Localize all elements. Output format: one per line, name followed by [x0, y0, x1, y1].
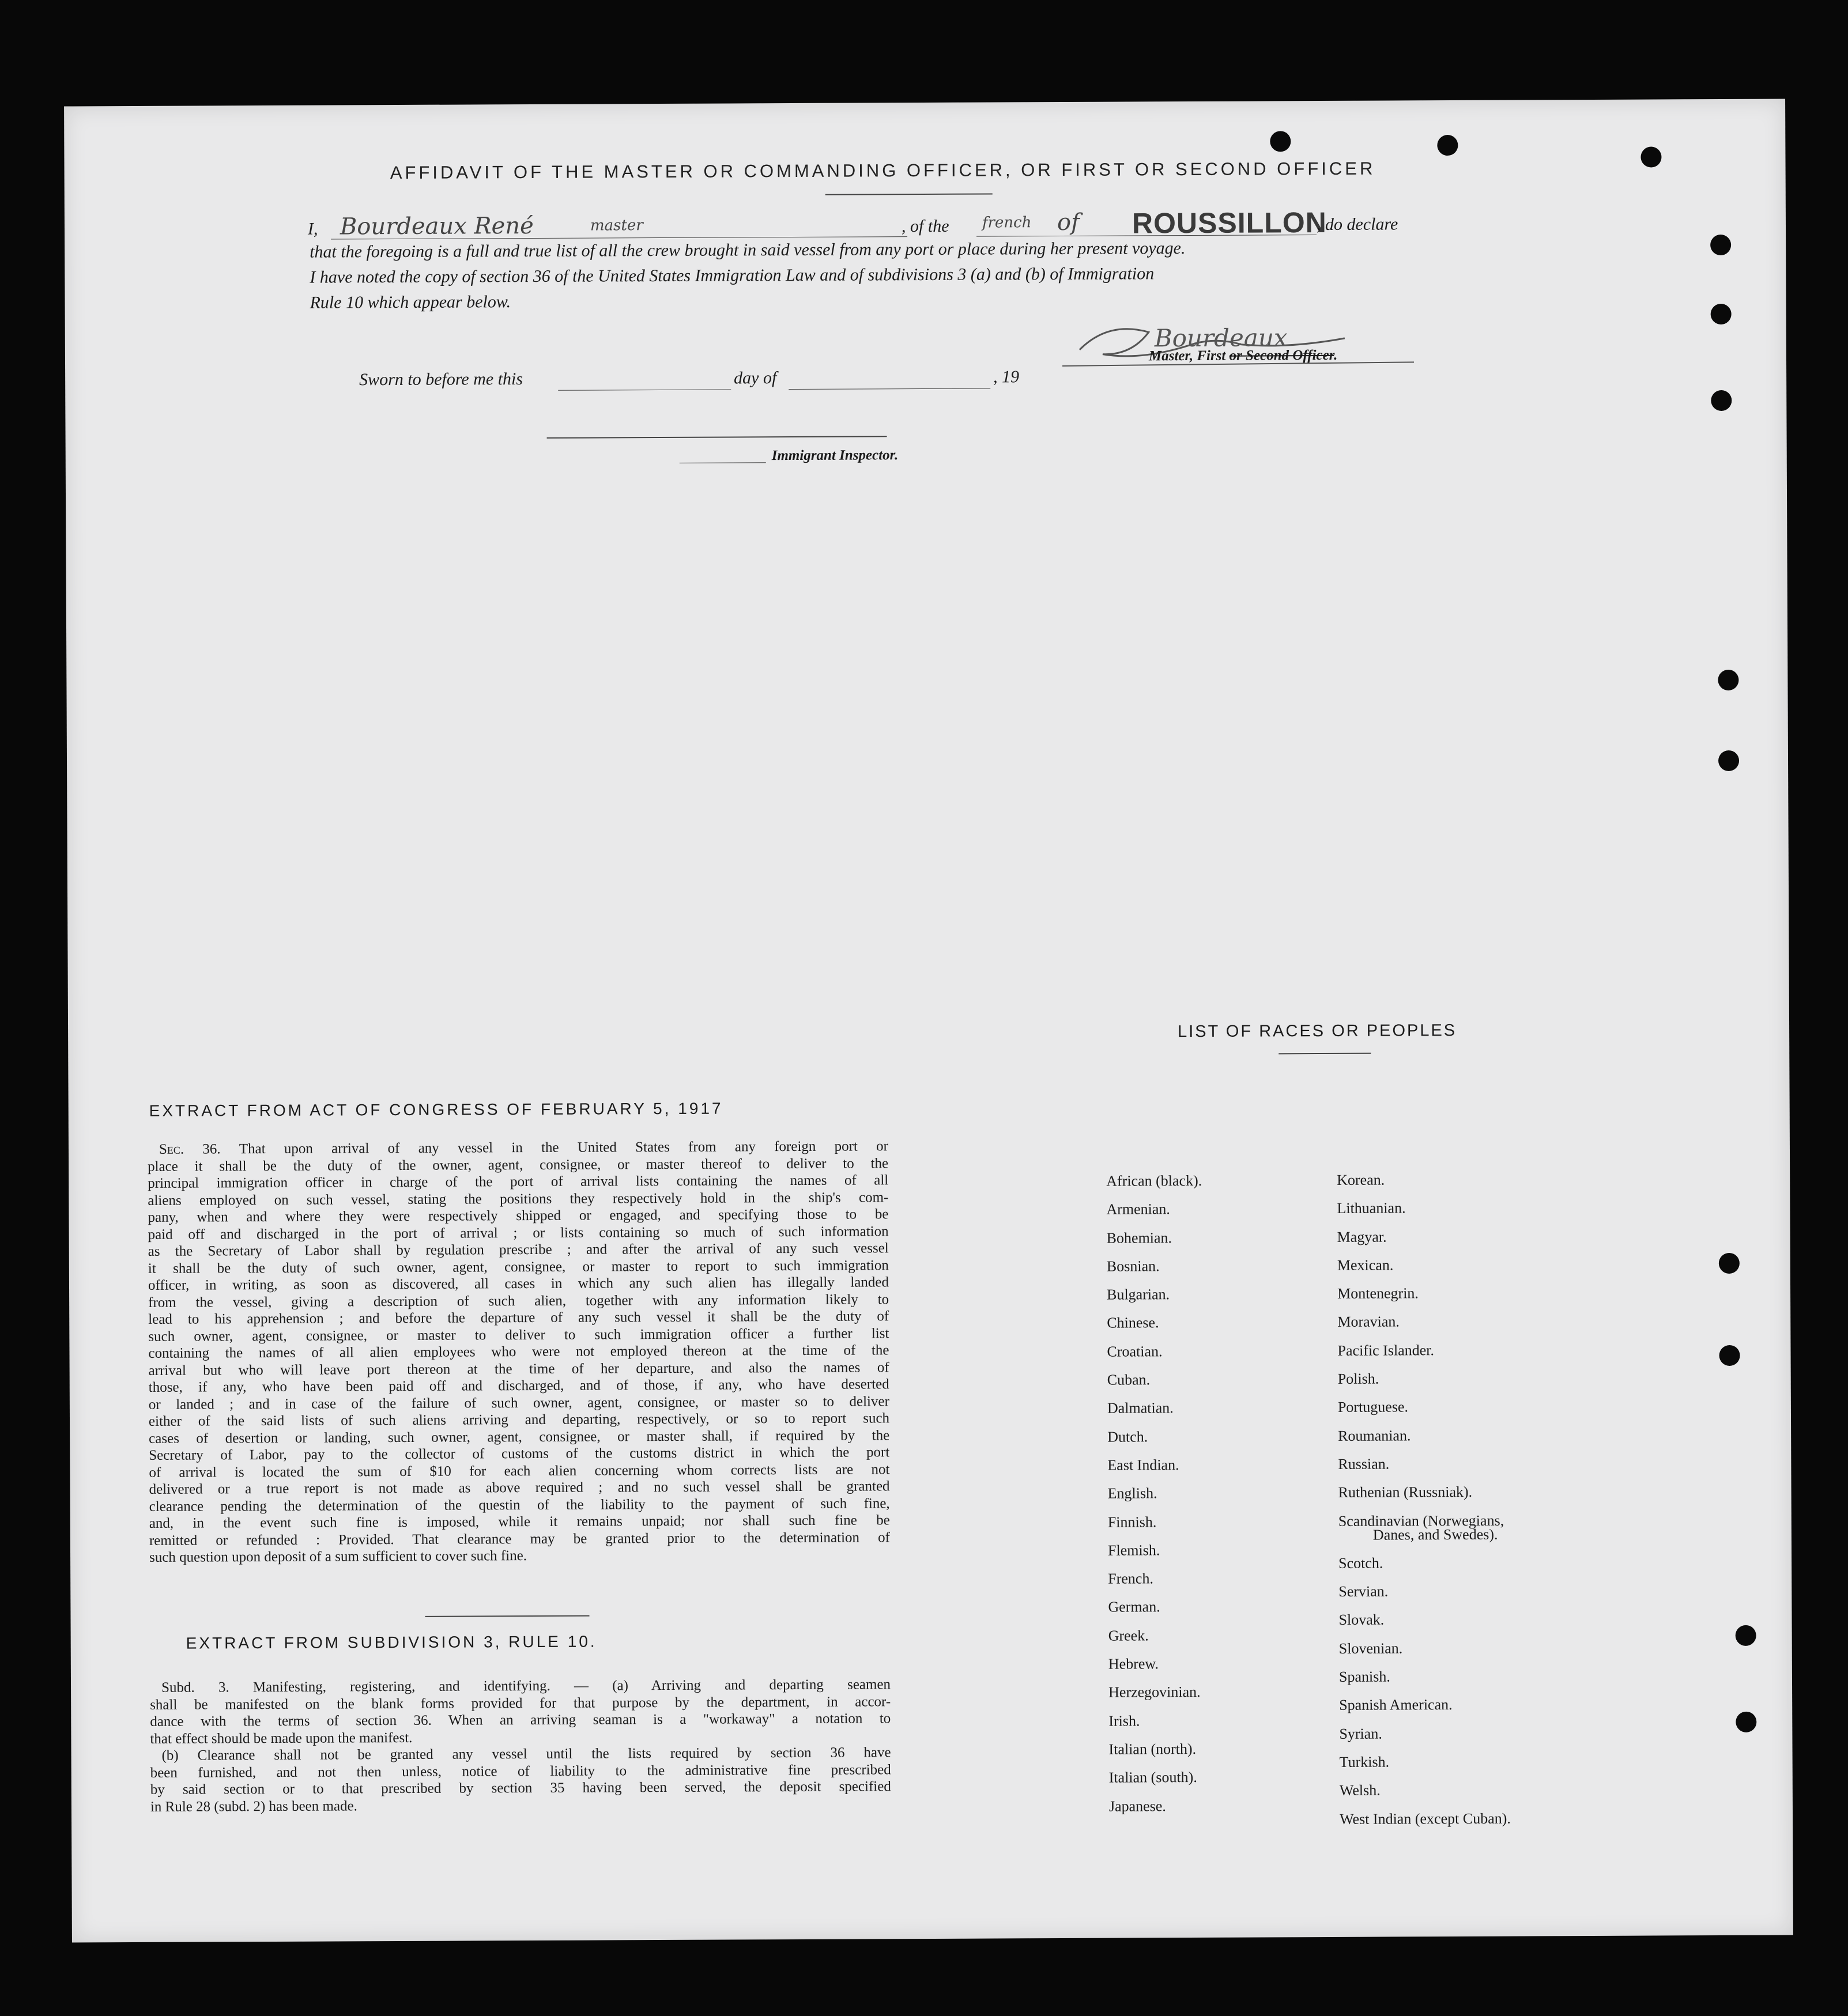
act-text-line: and, in the event such fine is imposed, while it remains unpaid; nor shall such fine be — [149, 1512, 890, 1531]
act-text-line: those, if any, who have been paid off and discharged, and of those, if any, who have deserted — [148, 1376, 889, 1395]
ship-name-stamp: ROUSSILLON — [1132, 206, 1327, 240]
act-text-line: it shall be the duty of such owner, agent, consignee, or master to report to such immigration — [148, 1257, 889, 1277]
sworn-line — [359, 367, 1108, 399]
race-item: Pacific Islander. — [1337, 1341, 1435, 1359]
affidavit-line-3: I have noted the copy of section 36 of the United States Immigration Law and of subdivisions 3 (a) and (b) of Immigration — [310, 264, 1155, 287]
act-heading: EXTRACT FROM ACT OF CONGRESS OF FEBRUARY 5, 1917 — [149, 1099, 723, 1120]
race-item: Dalmatian. — [1107, 1399, 1174, 1417]
act-text-line: place it shall be the duty of the owner, agent, consignee, or master thereof to deliver to the — [148, 1155, 889, 1175]
act-end-rule — [425, 1615, 589, 1617]
race-item: Danes, and Swedes). — [1372, 1526, 1498, 1543]
race-item: Slovak. — [1338, 1611, 1385, 1629]
act-text-line: Secretary of Labor, pay to the collector of customs of the customs district in which the port — [149, 1444, 890, 1463]
race-item: Bohemian. — [1106, 1229, 1172, 1247]
document-page — [64, 99, 1793, 1943]
race-item: Irish. — [1108, 1712, 1140, 1730]
act-text-line: principal immigration officer in charge of the port of arrival lists containing the names of all — [148, 1172, 889, 1191]
race-item: Mexican. — [1337, 1256, 1394, 1274]
race-item: Servian. — [1338, 1583, 1389, 1600]
punch-hole — [1719, 1253, 1740, 1274]
act-text-line: either of the said lists of such aliens arriving and departing, respectively, or so to report such — [148, 1410, 890, 1429]
act-text-line: such owner, agent, consignee, or master to deliver to such immigration officer a further list — [148, 1325, 889, 1345]
race-item: Spanish. — [1338, 1668, 1390, 1685]
race-item: East Indian. — [1107, 1456, 1179, 1474]
race-item: Herzegovinian. — [1108, 1683, 1201, 1701]
act-text-line: officer, in writing, as soon as discovered, all cases in which any such alien has illegally landed — [148, 1274, 889, 1293]
affidavit-heading: AFFIDAVIT OF THE MASTER OR COMMANDING OFFICER, OR FIRST OR SECOND OFFICER — [390, 158, 1376, 183]
race-item: Roumanian. — [1338, 1427, 1411, 1444]
race-item: Welsh. — [1339, 1781, 1381, 1799]
rule-text-line: been furnished, and not then unless, notice of liability to the administrative fine prescribed — [150, 1761, 891, 1781]
rule-text-line: Subd. 3. Manifesting, registering, and identifying. — (a) Arriving and departing seamen — [161, 1677, 891, 1696]
race-item: Moravian. — [1337, 1313, 1400, 1331]
act-text-line: such question upon deposit of a sum sufficient to cover such fine. — [149, 1548, 527, 1565]
race-item: Greek. — [1108, 1627, 1149, 1644]
punch-hole — [1718, 750, 1739, 771]
race-item: Chinese. — [1107, 1314, 1159, 1332]
act-text-line: pany, when and where they were respectively shipped or engaged, and specifying those to be — [148, 1206, 889, 1225]
race-item: German. — [1108, 1598, 1160, 1616]
race-item: French. — [1108, 1570, 1153, 1587]
act-text-line: containing the names of all alien employees who were not employed thereon at the time of the — [148, 1342, 889, 1361]
heading-rule — [825, 194, 993, 195]
punch-hole — [1719, 1345, 1740, 1366]
race-item: Finnish. — [1107, 1513, 1157, 1531]
year-label: , 19 — [993, 367, 1020, 387]
punch-hole — [1270, 131, 1291, 152]
act-section-36 — [148, 1138, 890, 1566]
act-text-line: of arrival is located the sum of $10 for each alien concerning whom corrects lists are not — [149, 1461, 890, 1481]
race-item: Turkish. — [1339, 1753, 1390, 1770]
handwritten-of: of — [1057, 209, 1080, 236]
race-item: Polish. — [1337, 1370, 1379, 1387]
race-item: Dutch. — [1107, 1428, 1148, 1445]
act-text-line: paid off and discharged in the port of arrival ; or lists containing so much of such information — [148, 1223, 889, 1243]
rule-text-line: by said section or to that prescribed by section 35 having been served, the deposit specified — [150, 1779, 891, 1798]
race-item: English. — [1107, 1485, 1157, 1502]
act-text-line: clearance pending the determination of the questin of the liability to the payment of such fine, — [149, 1495, 890, 1515]
race-item: Spanish American. — [1339, 1696, 1453, 1714]
act-text-line: delivered or a true report is not made as above required ; and no such vessel shall be granted — [149, 1478, 890, 1497]
handwritten-rank: master — [590, 217, 643, 235]
punch-hole — [1640, 146, 1661, 167]
rule-heading: EXTRACT FROM SUBDIVISION 3, RULE 10. — [186, 1632, 597, 1652]
race-item: Flemish. — [1107, 1542, 1160, 1559]
handwritten-name: Bourdeaux René — [340, 212, 534, 240]
act-text-line: lead to his apprehension ; and before the departure of any such vessel it shall be the duty of — [148, 1308, 889, 1327]
inspector-label: Immigrant Inspector. — [771, 447, 899, 464]
race-item: Bosnian. — [1106, 1258, 1160, 1275]
section-label: Sec. 36. — [159, 1141, 239, 1157]
race-item: Cuban. — [1107, 1371, 1151, 1388]
race-item: Armenian. — [1106, 1200, 1170, 1218]
race-item: Hebrew. — [1108, 1655, 1159, 1673]
race-item: Portuguese. — [1337, 1398, 1409, 1416]
act-text-line: remitted or refunded : Provided. That clearance may be granted prior to the determination of — [149, 1529, 890, 1549]
inspector-rule — [547, 436, 887, 439]
affidavit-line-2: that the foregoing is a full and true list of all the crew brought in said vessel from any port or place during her present voyage. — [310, 239, 1186, 262]
rule-text-line: dance with the terms of section 36. When an arriving seaman is a "workaway" a notation to — [150, 1711, 891, 1730]
affidavit-line-1: I, Bourdeaux René master , of the french of ROUSSILLON , do declare — [307, 206, 1398, 240]
punch-hole — [1718, 670, 1738, 690]
race-item: Italian (north). — [1108, 1740, 1197, 1758]
races-left-column — [1106, 1173, 1205, 1828]
race-item: Lithuanian. — [1337, 1199, 1406, 1217]
punch-hole — [1711, 390, 1732, 411]
race-item: Slovenian. — [1338, 1640, 1403, 1657]
races-right-column — [1337, 1172, 1511, 1840]
act-text-line: aliens employed on such vessel, stating the positions they respectively hold in the ship's com- — [148, 1189, 889, 1209]
act-text-line: arrival but who will leave port thereon at the time of her departure, and also the names of — [148, 1359, 889, 1379]
race-item: Italian (south). — [1108, 1769, 1197, 1786]
act-text-line: as the Secretary of Labor shall by regulation prescribe ; and after the arrival of any such vessel — [148, 1240, 889, 1259]
handwritten-nationality: french — [982, 214, 1032, 232]
day-of-label: day of — [734, 368, 777, 388]
act-text-line: Sec. 36. That upon arrival of any vessel in the United States from any foreign port or — [148, 1138, 888, 1158]
of-the-label: , of the — [901, 216, 949, 236]
act-text-line: from the vessel, giving a description of such alien, together with any information likely to — [148, 1291, 889, 1311]
race-item: Scotch. — [1338, 1554, 1383, 1572]
rule-subdivision-3 — [150, 1676, 891, 1815]
sworn-label: Sworn to before me this — [359, 369, 523, 390]
act-text-line: or landed ; and in case of the failure of such owner, agent, consignee, or master so to deliver — [148, 1393, 889, 1413]
race-item: West Indian (except Cuban). — [1339, 1810, 1511, 1828]
race-item: Montenegrin. — [1337, 1285, 1419, 1303]
rule-text-line: in Rule 28 (subd. 2) has been made. — [150, 1798, 357, 1815]
punch-hole — [1711, 304, 1732, 324]
punch-hole — [1710, 235, 1731, 255]
race-item: Croatian. — [1107, 1343, 1163, 1360]
race-item: Korean. — [1337, 1171, 1385, 1188]
race-item: Ruthenian (Russniak). — [1338, 1483, 1473, 1501]
race-item: African (black). — [1106, 1172, 1202, 1190]
races-heading: LIST OF RACES OR PEOPLES — [1178, 1021, 1457, 1041]
rule-text-line: that effect should be made upon the manifest. — [150, 1730, 413, 1747]
punch-hole — [1736, 1712, 1756, 1732]
signature-caption: Master, First or Second Officer. — [1148, 347, 1338, 364]
races-heading-rule — [1278, 1053, 1371, 1055]
race-item: Japanese. — [1108, 1797, 1166, 1815]
rule-text-line: shall be manifested on the blank forms provided for that purpose by the department, in accor- — [150, 1693, 891, 1713]
race-item: Bulgarian. — [1107, 1286, 1170, 1303]
punch-hole — [1437, 135, 1458, 156]
affidavit-line-4: Rule 10 which appear below. — [310, 292, 511, 312]
race-item: Magyar. — [1337, 1228, 1387, 1245]
act-text-line: cases of desertion or landing, such owner, agent, consignee, or master shall, if required by the — [149, 1427, 890, 1447]
do-declare-label: , do declare — [1316, 214, 1398, 235]
signature-text: Bourdeaux — [1154, 323, 1288, 353]
race-item: Syrian. — [1339, 1725, 1382, 1742]
punch-hole — [1736, 1625, 1756, 1646]
race-item: Scandinavian (Norwegians, — [1338, 1512, 1504, 1530]
rule-text-line: (b) Clearance shall not be granted any vessel until the lists required by section 36 have — [161, 1745, 891, 1764]
race-item: Russian. — [1338, 1455, 1390, 1473]
